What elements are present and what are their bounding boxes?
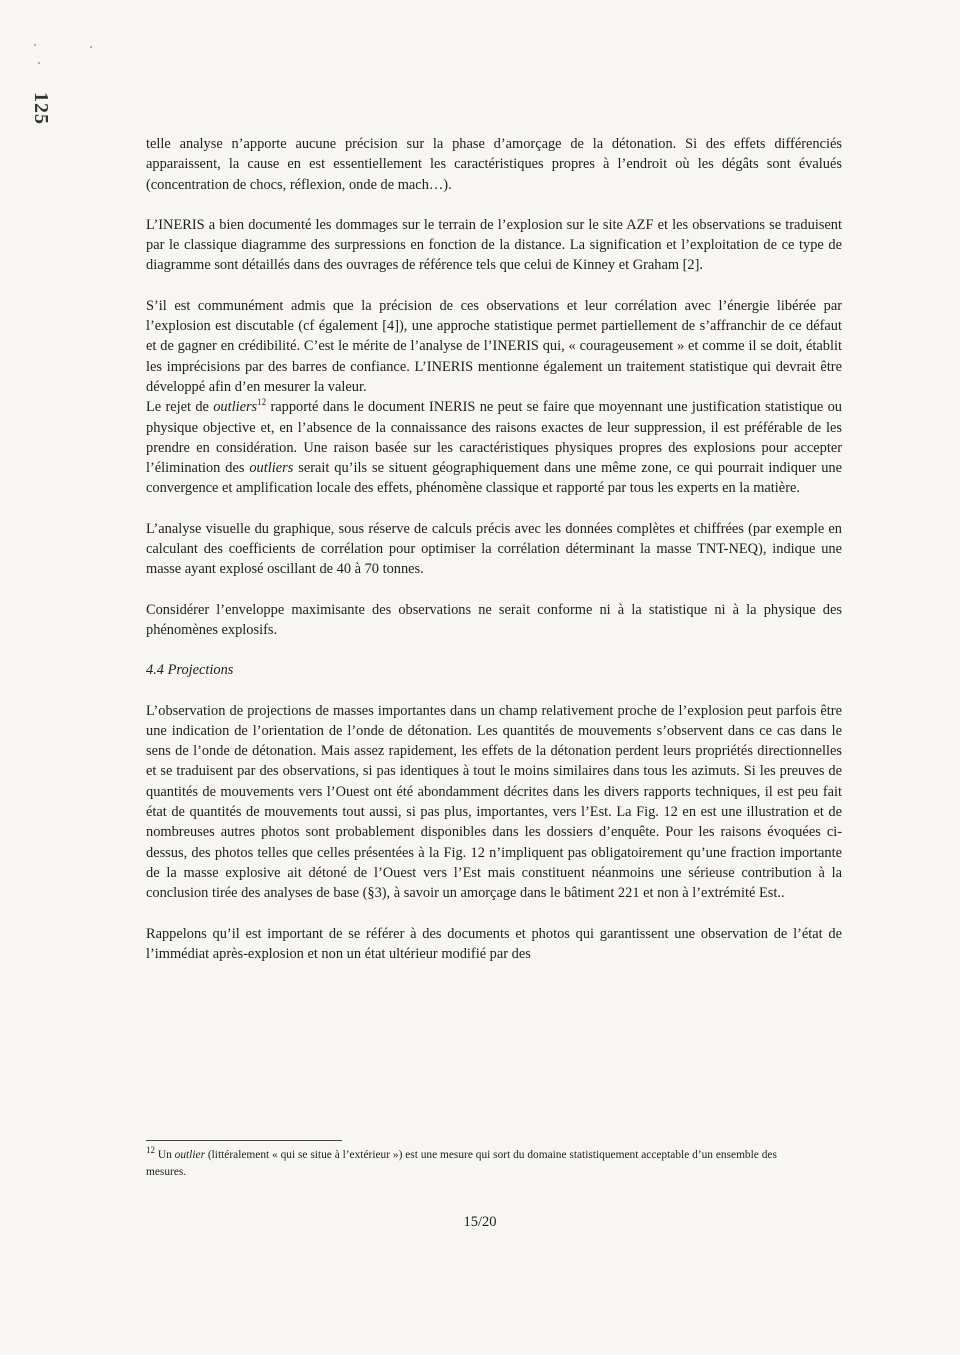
paragraph-4	[146, 397, 842, 498]
paragraph-4-end: serait qu’ils se situent géographiquement dans une même zone, ce qui pourrait indiquer une convergence et amplification locale des effets, phénomène classique et rapporté par tous les experts en la matière.	[146, 460, 842, 497]
footnote-lead: Un	[155, 1149, 175, 1161]
paragraph-1: telle analyse n’apporte aucune précision sur la phase d’amorçage de la détonation. Si des effets différenciés apparaissent, la cause en est essentiellement les caractéristiques propres à l’endroit où les dégâts sont évalués (concentration de chocs, réflexion, onde de mach…).	[146, 136, 842, 193]
footnote-number: 12	[146, 1145, 155, 1156]
paragraph-5: L’analyse visuelle du graphique, sous réserve de calculs précis avec les données complètes et chiffrées (par exemple en calculant des coefficients de corrélation pour optimiser la corrélation déterminant la masse TNT-NEQ), indique une masse ayant explosé oscillant de 40 à 70 tonnes.	[146, 520, 842, 578]
footnote-divider	[146, 1140, 342, 1141]
scan-speck	[34, 44, 36, 46]
paragraph-6: Considérer l’enveloppe maximisante des observations ne serait conforme ni à la statistique ni à la physique des phénomènes explosifs.	[146, 601, 842, 638]
body-text	[146, 134, 842, 964]
outliers-term: outliers	[213, 399, 258, 416]
footnote	[146, 1147, 806, 1181]
paragraph-2: L’INERIS a bien documenté les dommages sur le terrain de l’explosion sur le site AZF et les observations se traduisent par le classique diagramme des surpressions en fonction de la distance. La signification et l’exploitation de ce type de diagramme sont détaillés dans des ouvrages de référence tels que celui de Kinney et Graham [2].	[146, 216, 842, 274]
paragraph-4-middle: rapporté dans le document INERIS ne peut se faire que moyennant une justification statistique ou physique objective et, en l’absence de la connaissance des raisons exactes de leur suppression, il est préférable de les prendre en considération. Une raison basée sur les caractéristiques physiques propres des explosions pour accepter l’élimination des	[146, 399, 842, 477]
footnote-text: (littéralement « qui se situe à l’extérieur ») est une mesure qui sort du domaine statistiquement acceptable d’un ensemble des mesures.	[146, 1149, 777, 1178]
outliers-term-2: outliers	[249, 460, 294, 477]
footnote-term: outlier	[174, 1149, 205, 1161]
paragraph-3: S’il est communément admis que la précision de ces observations et leur corrélation avec l’énergie libérée par l’explosion est discutable (cf également [4]), une approche statistique permet partiellement de s’affranchir de ce défaut et de gagner en crédibilité. C’est le mérite de l’analyse de l’INERIS qui, « courageusement » et comme il se doit, établit les imprécisions par des barres de confiance. L’INERIS mentionne également un traitement statistique qui devrait être développé afin d’en mesurer la valeur.	[146, 297, 842, 395]
scan-speck	[38, 62, 40, 64]
footnote-ref: 12	[257, 397, 267, 408]
scan-specks	[28, 36, 98, 96]
paragraph-4-lead: Le rejet de	[146, 399, 214, 416]
section-heading: 4.4 Projections	[146, 662, 234, 679]
scan-speck	[90, 46, 92, 48]
paragraph-8: Rappelons qu’il est important de se référer à des documents et photos qui garantissent une observation de l’état de l’immédiat après-explosion et non un état ultérieur modifié par des	[146, 925, 842, 962]
margin-page-stamp: 125	[30, 92, 52, 125]
page-number: 15/20	[463, 1214, 497, 1230]
paragraph-7: L’observation de projections de masses importantes dans un champ relativement proche de l’explosion peut parfois être une indication de l’orientation de l’onde de détonation. Les quantités de mouvements s’observent dans ce cas dans le sens de l’onde de détonation. Mais assez rapidement, les effets de la détonation perdent leurs propriétés directionnelles et se traduisent par des observations, si pas identiques à tout le moins similaires dans tous les azimuts. Si les preuves de quantités de mouvements vers l’Ouest ont été abondamment décrites dans les divers rapports techniques, il est peu fait état de quantités de mouvements tout aussi, si pas plus, importantes, vers l’Est. La Fig. 12 en est une illustration et de nombreuses autres photos sont probablement disponibles dans les dossiers d’enquête. Pour les raisons évoquées ci-dessus, des photos telles que celles présentées à la Fig. 12 n’impliquent pas obligatoirement qu’une fraction importante de la masse explosive ait détoné de l’Ouest vers l’Est mais constituent néanmoins une sérieuse contribution à la conclusion tirée des analyses de base (§3), à savoir un amorçage dans le bâtiment 221 et non à l’extrémité Est..	[146, 702, 842, 902]
